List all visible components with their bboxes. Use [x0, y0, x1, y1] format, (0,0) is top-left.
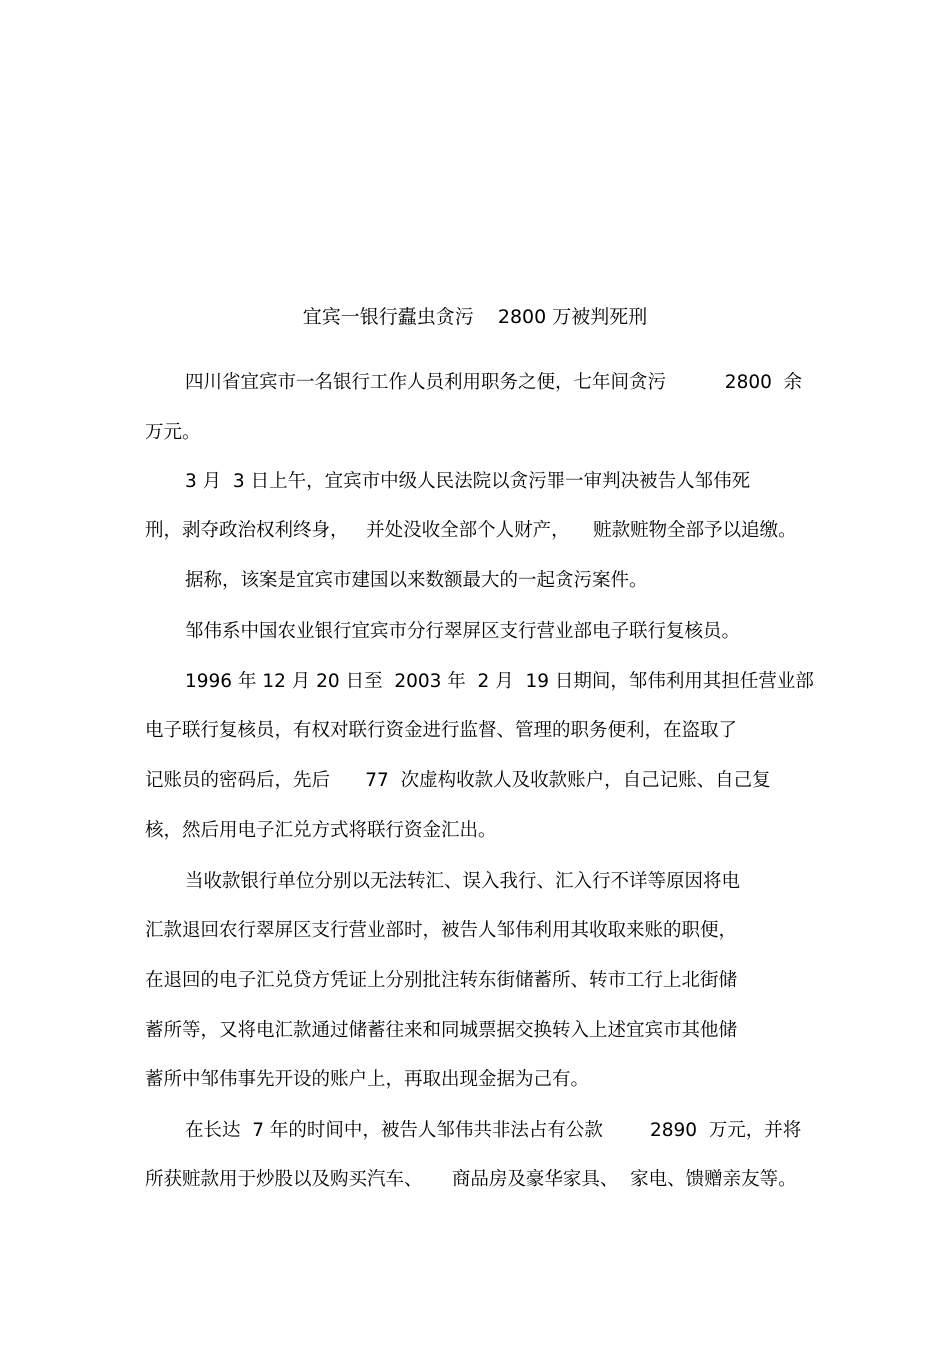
paragraph-line: 蓄所等，又将电汇款通过储蓄往来和同城票据交换转入上述宜宾市其他储: [145, 1020, 738, 1041]
paragraph-line: 汇款退回农行翠屏区支行营业部时，被告人邹伟利用其收取来账的职便，: [145, 920, 738, 941]
paragraph-line: 电子联行复核员，有权对联行资金进行监督、管理的职务便利，在盗取了: [145, 720, 738, 741]
paragraph-line: 据称，该案是宜宾市建国以来数额最大的一起贪污案件。: [185, 570, 648, 591]
paragraph-line: 核，然后用电子汇兑方式将联行资金汇出。: [145, 820, 497, 841]
paragraph-line: 记账员的密码后，先后 77 次虚构收款人及收款账户，自己记账、自己复: [145, 770, 771, 791]
paragraph-line: 3 月 3 日上午，宜宾市中级人民法院以贪污罪一审判决被告人邹伟死: [185, 471, 751, 492]
paragraph-line: 在长达 7 年的时间中，被告人邹伟共非法占有公款 2890 万元，并将: [185, 1120, 802, 1141]
paragraph-line: 刑，剥夺政治权利终身， 并处没收全部个人财产， 赃款赃物全部予以追缴。: [145, 520, 797, 541]
paragraph-line: 所获赃款用于炒股以及购买汽车、 商品房及豪华家具、 家电、馈赠亲友等。: [145, 1169, 797, 1190]
paragraph-line: 四川省宜宾市一名银行工作人员利用职务之便，七年间贪污 2800 余: [185, 372, 803, 393]
article-title: 宜宾一银行蠹虫贪污 2800 万被判死刑: [302, 306, 648, 328]
paragraph-line: 当收款银行单位分别以无法转汇、误入我行、汇入行不详等原因将电: [185, 871, 741, 892]
paragraph-line: 在退回的电子汇兑贷方凭证上分别批注转东街储蓄所、转市工行上北街储: [145, 970, 738, 991]
paragraph-line: 万元。: [145, 422, 201, 443]
paragraph-line: 1996 年 12 月 20 日至 2003 年 2 月 19 日期间，邹伟利用其担任营业部: [185, 671, 814, 692]
paragraph-line: 蓄所中邹伟事先开设的账户上，再取出现金据为己有。: [145, 1069, 590, 1090]
paragraph-line: 邹伟系中国农业银行宜宾市分行翠屏区支行营业部电子联行复核员。: [185, 621, 741, 642]
